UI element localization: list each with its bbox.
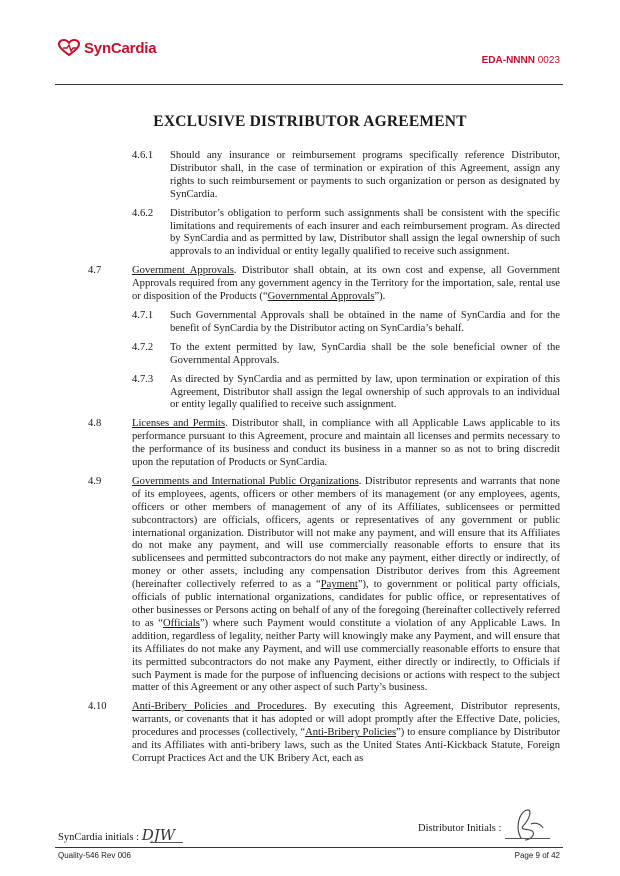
- clause-text-part: . Distributor shall obtain, at its own cost and expense, all Government Approvals required from any government agency in the Territory for the importation, sale, rental use or disposition of the Products (“: [132, 265, 560, 303]
- syncardia-logo: [58, 39, 156, 57]
- clause-heading: Governments and International Public Organizations: [132, 475, 359, 487]
- clause-4-6-1: [88, 150, 560, 202]
- syncardia-initials-label: SynCardia initials :: [58, 832, 140, 843]
- heart-logo-icon: [58, 39, 80, 57]
- clause-text: Distributor’s obligation to perform such assignments shall be consistent with the specific limitations and requirements of each insurer and each reimbursement program. As directed by SynCardia and as permitted by law, Distributor shall assign the legal ownership of such approvals to an individual or entity legally qualified to receive such assignment.: [170, 207, 560, 258]
- clause-4-7: [88, 265, 560, 304]
- clause-text: [132, 476, 560, 695]
- clause-number: 4.7.1: [132, 309, 154, 321]
- distributor-initials-label: Distributor Initials :: [418, 823, 502, 834]
- syncardia-initials-line: [150, 842, 183, 843]
- clause-text-part: ”) where such Payment would constitute a violation of any Applicable Laws. In addition, regardless of legality, neither Party will knowingly make any Payment, and will ensure that its Affiliates do not make any Payment, and will use commercially reasonable efforts to ensure that its permitted subcontractors do not make any Payment, either directly or indirectly, to Officials if such Payment is made for the purpose of influencing decisions or actions with respect to the subject matter of this Agreement or any other aspect of such Party’s business.: [132, 617, 560, 694]
- footer-rule: [55, 847, 563, 848]
- clause-heading: Anti-Bribery Policies and Procedures: [132, 701, 305, 713]
- page-title: EXCLUSIVE DISTRIBUTOR AGREEMENT: [153, 113, 467, 130]
- clause-heading: Government Approvals: [132, 265, 234, 277]
- clause-text: As directed by SynCardia and as permitted by law, upon termination or expiration of this Agreement, Distributor shall assign the legal ownership of such approvals to an individual or entity legally qualified to receive such assignment.: [170, 373, 560, 411]
- clause-heading: Licenses and Permits: [132, 418, 226, 430]
- clause-4-7-1: [88, 310, 560, 336]
- defined-term: Anti-Bribery Policies: [305, 727, 397, 739]
- clause-4-6-2: [88, 208, 560, 260]
- distributor-signature-icon: [503, 806, 551, 846]
- clause-number: 4.8: [88, 418, 102, 430]
- clause-number: 4.6.1: [132, 150, 154, 161]
- clause-text-part: . By executing this Agreement, Distributor represents, warrants, or covenants that it has adopted or will adopt promptly after the Effective Date, policies, procedures and processes (collectively, “: [132, 701, 560, 739]
- document-body: [88, 150, 560, 772]
- clause-4-9: [88, 476, 560, 695]
- clause-4-8: [88, 418, 560, 470]
- defined-term: Officials: [162, 617, 200, 629]
- defined-term: Payment: [320, 579, 358, 591]
- clause-4-7-2: [88, 342, 560, 368]
- clause-text-part: ”).: [374, 291, 386, 303]
- clause-number: 4.7.2: [132, 341, 154, 353]
- clause-text-part: ”) to ensure compliance by Distributor and its Affiliates with anti-bribery laws, such as the United States Anti-Kickback Statute, Foreign Corrupt Practices Act and the UK Bribery Act, each as: [132, 727, 560, 764]
- page-number: Page 9 of 42: [514, 851, 560, 860]
- clause-text-part: . Distributor shall, in compliance with all Applicable Laws applicable to its performance pursuant to this Agreement, procure and maintain all licenses and permits necessary to the performance of its business and conduct its business in a manner so as not to bring discredit upon the reputation of Products or SynCardia.: [132, 418, 560, 469]
- clause-text: [132, 418, 560, 470]
- clause-text: Should any insurance or reimbursement programs specifically reference Distributor, Distributor shall, in the case of termination or expiration of this Agreement, assign any rights to such reimbursement or payments to such organization or person as designated by SynCardia.: [170, 150, 560, 200]
- clause-text-part: ”), to government or political party officials, officials of public international organizations, candidates for public office, or representatives of other businesses or Persons acting on behalf of any of the foregoing (hereinafter collectively referred to as “: [132, 579, 560, 629]
- doc-id-suffix: 0023: [537, 55, 560, 66]
- clause-number: 4.6.2: [132, 207, 154, 219]
- doc-id-main: EDA-NNNN: [481, 55, 535, 66]
- clause-4-7-3: [88, 374, 560, 413]
- clause-number: 4.10: [88, 701, 107, 713]
- clause-4-10: [88, 701, 560, 766]
- clause-text: Such Governmental Approvals shall be obtained in the name of SynCardia and for the benefit of SynCardia by the Distributor acting on SynCardia’s behalf.: [170, 309, 560, 334]
- brand-name: SynCardia: [84, 39, 157, 57]
- clause-text: [132, 701, 560, 766]
- document-id: [482, 55, 560, 66]
- defined-term: Governmental Approvals: [267, 291, 375, 303]
- clause-text-part: . Distributor represents and warrants that none of its employees, agents, officers or other members of its management (or any employees, agents, officers or other members of management of any of its Affiliates, sublicensees or permitted subcontractors) are officials, officers, agents or representatives of any government or public international organization. Distributor will not make any payment, and will ensure that its Affiliates do not make any payment, and will use commercially reasonable efforts to ensure that its sublicensees and permitted subcontractors do not make any payment, either directly or indirectly, of money or other assets, including any compensation Distributor derives from this Agreement (hereinafter collectively referred to as a “: [132, 475, 560, 591]
- quality-form-id: Quality-546 Rev 006: [58, 851, 131, 860]
- syncardia-initials-value: DJW: [141, 826, 176, 844]
- clause-number: 4.9: [88, 475, 102, 487]
- clause-text: [132, 265, 560, 304]
- clause-number: 4.7.3: [132, 373, 154, 385]
- clause-text: To the extent permitted by law, SynCardia shall be the sole beneficial owner of the Governmental Approvals.: [170, 341, 560, 366]
- header-rule: [55, 84, 563, 85]
- distributor-initials-line: [505, 838, 550, 839]
- clause-number: 4.7: [88, 265, 102, 277]
